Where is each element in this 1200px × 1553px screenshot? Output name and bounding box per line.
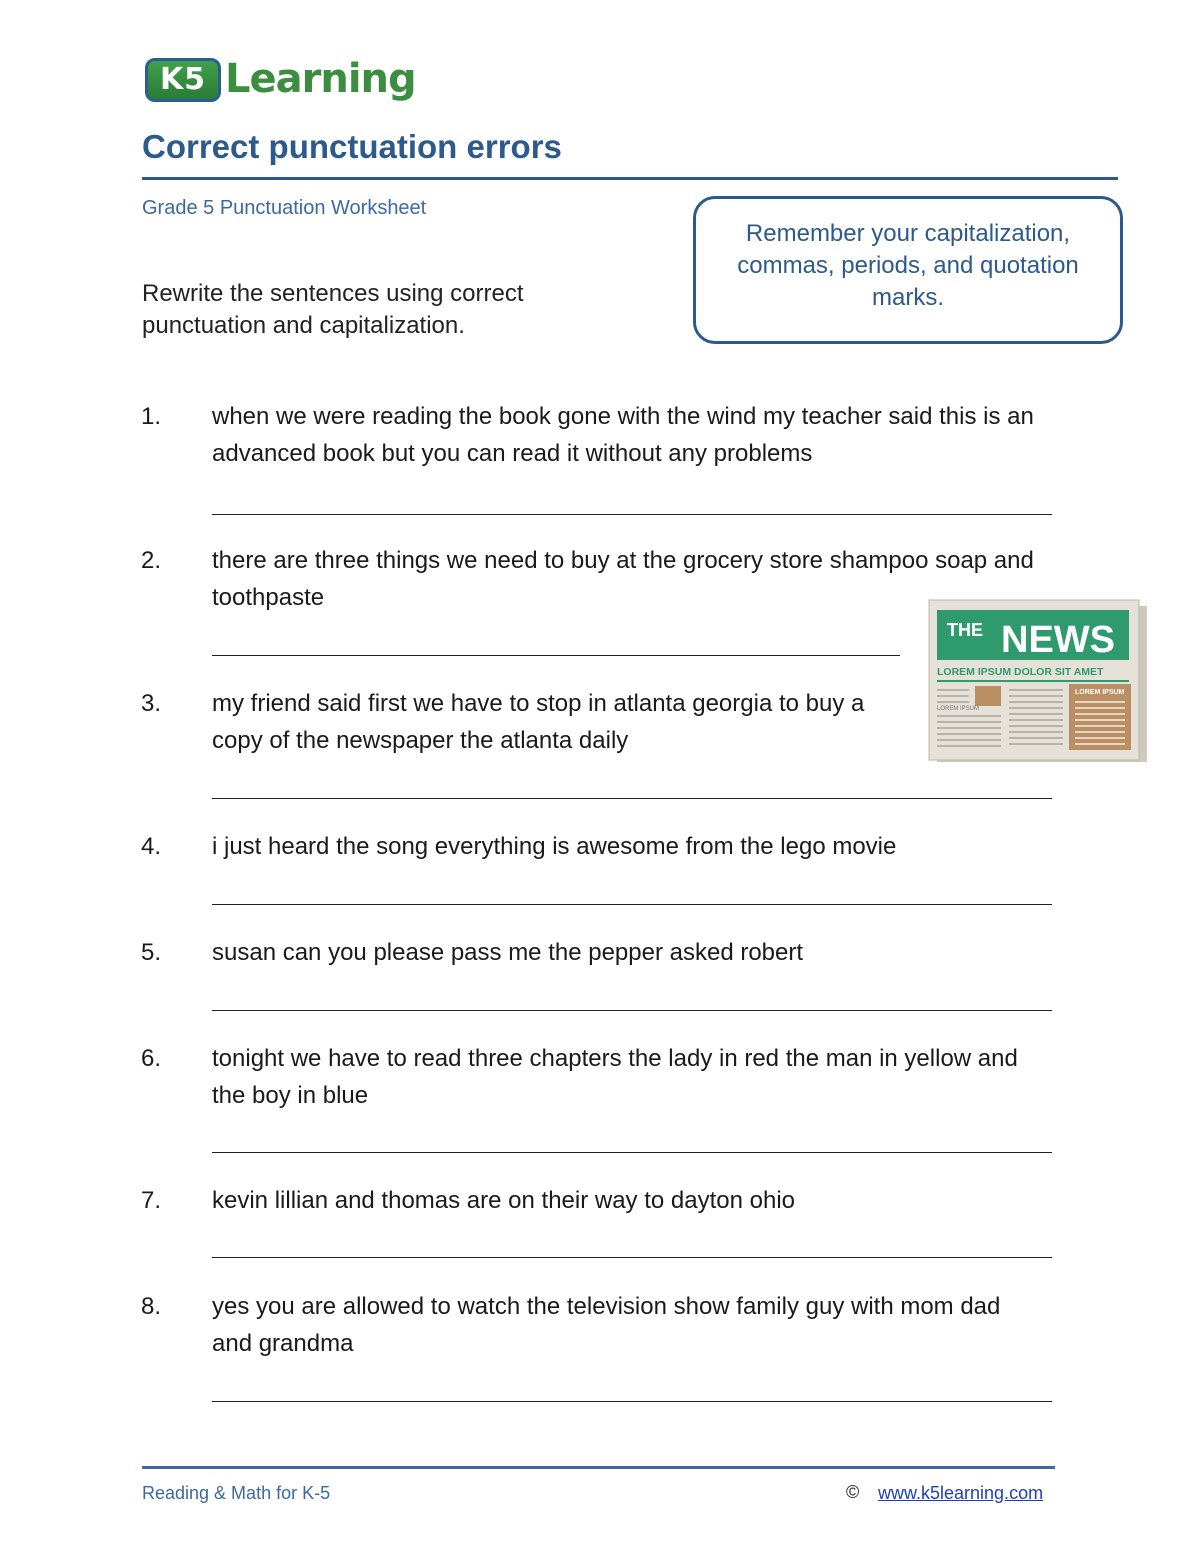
question-text: there are three things we need to buy at the grocery store shampoo soap and toothpaste: [212, 547, 1034, 611]
newspaper-news: NEWS: [1001, 619, 1115, 661]
question-text: kevin lillian and thomas are on their way to dayton ohio: [212, 1187, 796, 1214]
question-number: 4.: [141, 833, 162, 860]
reminder-text: Remember your capitalization, commas, periods, and quotation marks.: [737, 220, 1079, 311]
question-number: 3.: [141, 690, 162, 717]
newspaper-rule: [937, 680, 1129, 682]
question-text: tonight we have to read three chapters the lady in red the man in yellow and the boy in blue: [212, 1045, 1018, 1109]
question-text: yes you are allowed to watch the television show family guy with mom dad and grandma: [212, 1293, 1001, 1357]
reminder-box: [693, 196, 1123, 344]
answer-line[interactable]: [212, 1257, 1052, 1258]
question-number: 5.: [141, 939, 162, 966]
logo-wordmark: Learning: [225, 56, 416, 102]
answer-line[interactable]: [212, 1010, 1052, 1011]
newspaper-sub-left: LOREM IPSUM: [937, 706, 980, 712]
answer-line[interactable]: [212, 1152, 1052, 1153]
question-number: 1.: [141, 403, 162, 430]
copyright-symbol: ©: [846, 1482, 860, 1502]
page-title: Correct punctuation errors: [142, 128, 562, 165]
newspaper-sub-right: LOREM IPSUM: [1075, 689, 1125, 696]
website-link[interactable]: www.k5learning.com: [878, 1483, 1044, 1503]
newspaper-headline: LOREM IPSUM DOLOR SIT AMET: [937, 666, 1104, 678]
question-number: 2.: [141, 547, 162, 574]
question-text: i just heard the song everything is awesome from the lego movie: [212, 833, 897, 860]
answer-line[interactable]: [212, 904, 1052, 905]
question-text: susan can you please pass me the pepper asked robert: [212, 939, 804, 966]
footer-divider: [142, 1466, 1055, 1469]
question-text: when we were reading the book gone with the wind my teacher said this is an advanced book but you can read it without any problems: [212, 403, 1034, 467]
footer-tagline: Reading & Math for K-5: [142, 1483, 331, 1503]
question-number: 7.: [141, 1187, 162, 1214]
title-divider: [142, 177, 1118, 180]
answer-line[interactable]: [212, 1401, 1052, 1402]
logo-k5-badge: K5: [145, 58, 221, 102]
question-text: my friend said first we have to stop in atlanta georgia to buy a copy of the newspaper the atlanta daily: [212, 690, 865, 754]
worksheet-subtitle: Grade 5 Punctuation Worksheet: [142, 197, 427, 219]
instructions: Rewrite the sentences using correct punctuation and capitalization.: [142, 280, 524, 339]
newspaper-the: THE: [947, 620, 983, 640]
answer-line[interactable]: [212, 798, 1052, 799]
answer-line[interactable]: [212, 514, 1052, 515]
answer-line[interactable]: [212, 655, 900, 656]
newspaper-illustration: [927, 598, 1149, 764]
newspaper-photo: [975, 686, 1001, 706]
question-number: 8.: [141, 1293, 162, 1320]
question-number: 6.: [141, 1045, 162, 1072]
k5-learning-logo: [145, 48, 416, 110]
